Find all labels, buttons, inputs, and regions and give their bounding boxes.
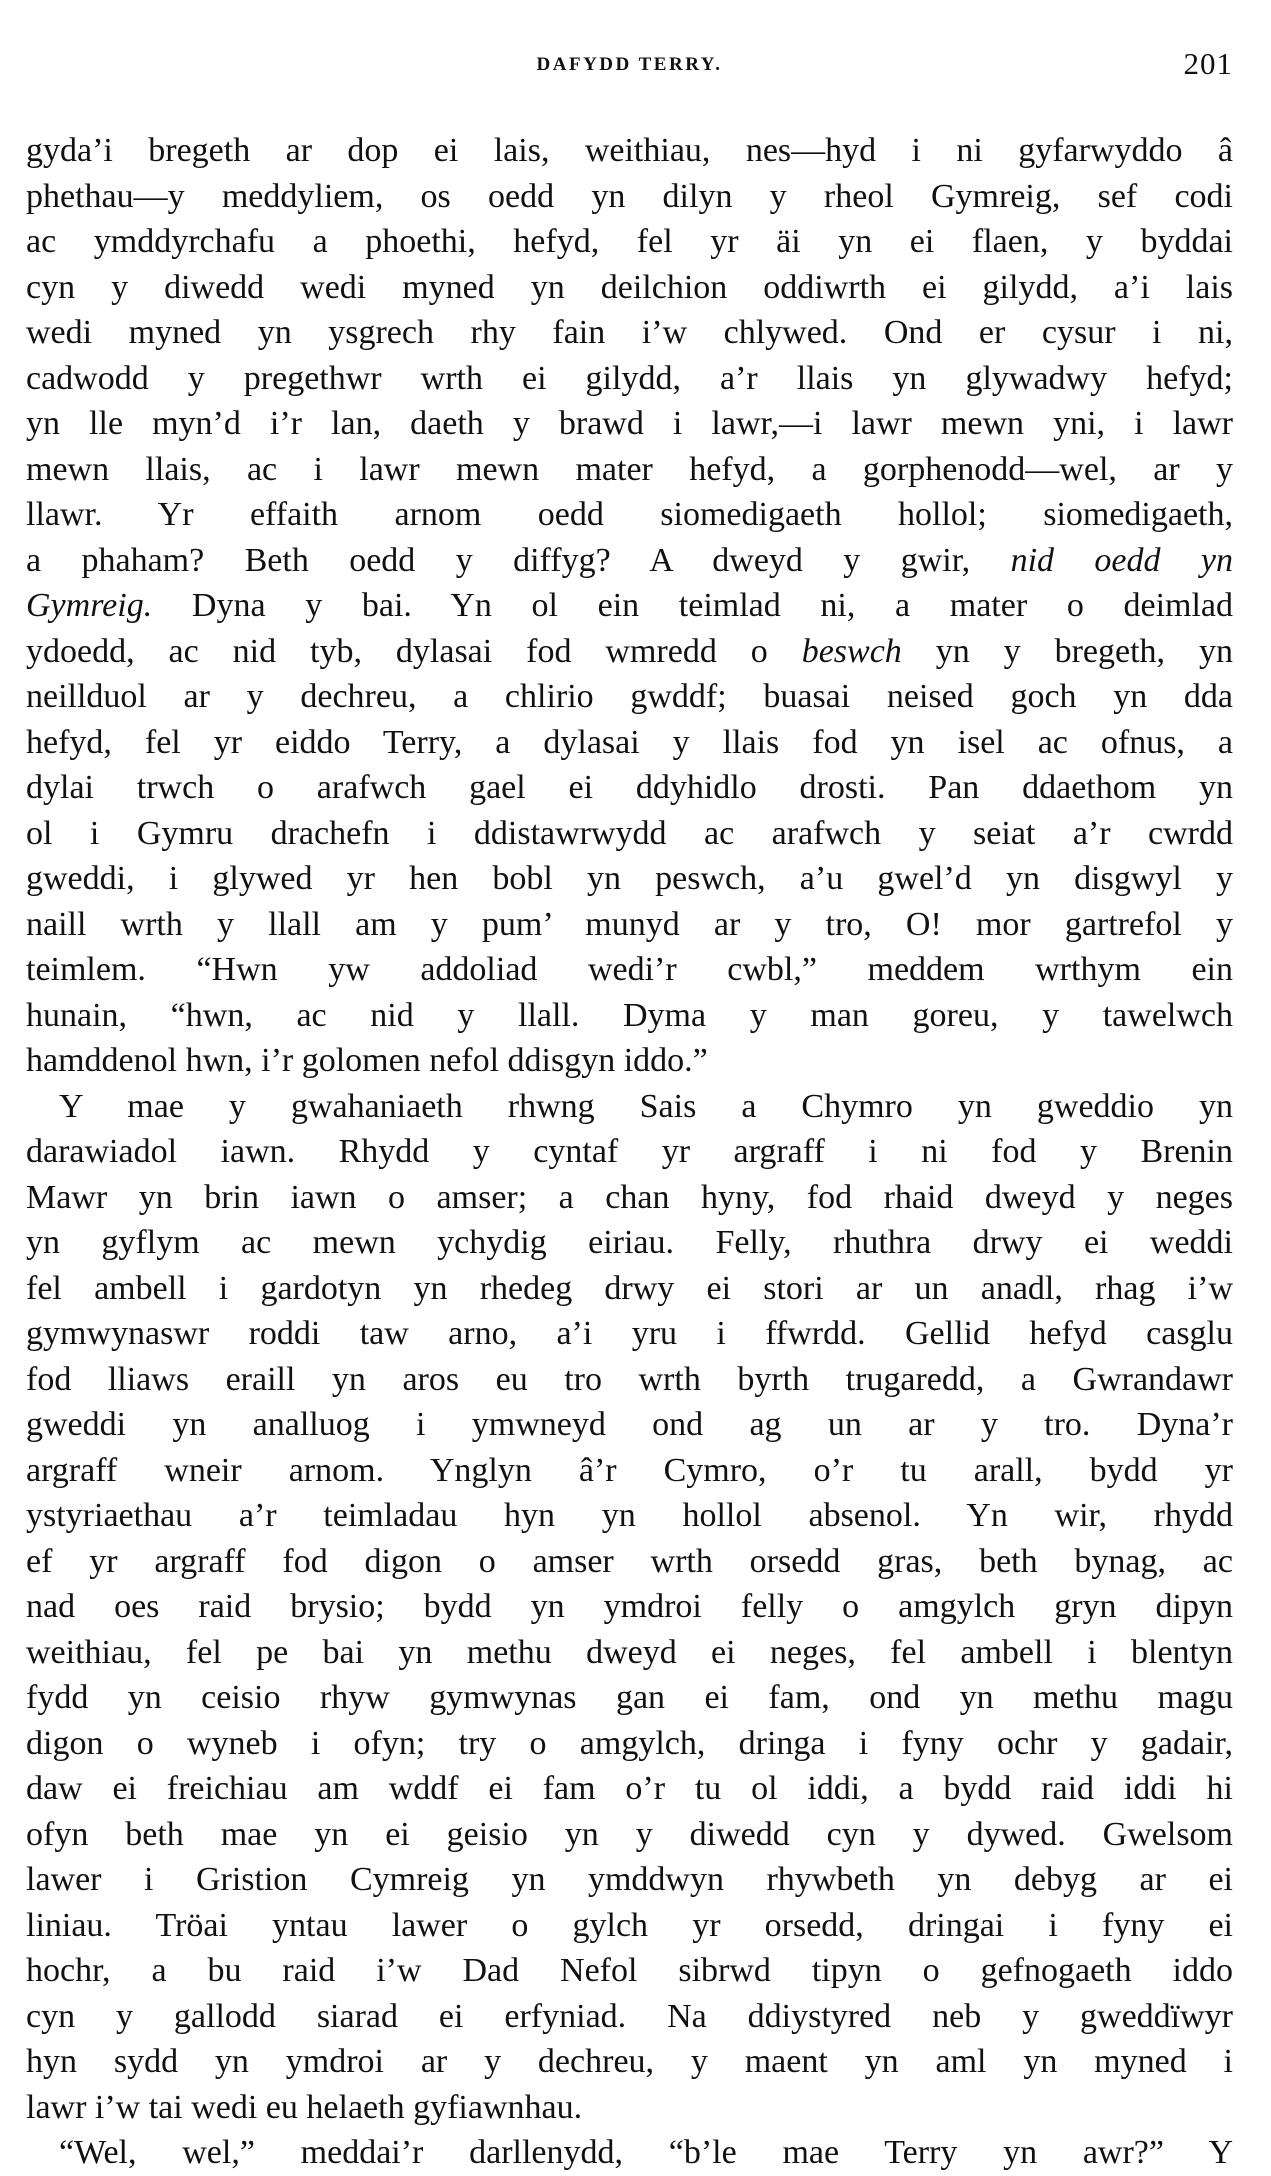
- text-line: hyn sydd yn ymdroi ar y dechreu, y maent yn aml yn myned i: [26, 2043, 1233, 2080]
- text-line: lawer i Gristion Cymreig yn ymddwyn rhywbeth yn debyg ar ei: [26, 1861, 1233, 1898]
- text-line: gymwynaswr roddi taw arno, a’i yru i ffwrdd. Gellid hefyd casglu: [26, 1315, 1233, 1352]
- text-line: “Wel, wel,” meddai’r darllenydd, “b’le mae Terry yn awr?” Y: [59, 2134, 1233, 2171]
- text-line: hamddenol hwn, i’r golomen nefol ddisgyn iddo.”: [26, 1042, 708, 1079]
- text-run: a phaham? Beth oedd y diffyg? A dweyd y gwir,: [26, 541, 971, 579]
- text-line: dylai trwch o arafwch gael ei ddyhidlo drosti. Pan ddaethom yn: [26, 769, 1233, 806]
- text-line: ofyn beth mae yn ei geisio yn y diwedd cyn y dywed. Gwelsom: [26, 1815, 1233, 1853]
- text-line: cyn y gallodd siarad ei erfyniad. Na ddiystyred neb y gweddïwyr: [26, 1997, 1233, 2035]
- text-line: lawr i’w tai wedi eu helaeth gyfiawnhau.: [26, 2088, 583, 2126]
- text-line: hefyd, fel yr eiddo Terry, a dylasai y llais fod yn isel ac ofnus, a: [26, 723, 1233, 761]
- text-line: phethau—y meddyliem, os oedd yn dilyn y rheol Gymreig, sef codi: [26, 177, 1233, 215]
- text-line: hochr, a bu raid i’w Dad Nefol sibrwd tipyn o gefnogaeth iddo: [26, 1952, 1233, 1989]
- running-title: DAFYDD TERRY.: [536, 54, 723, 75]
- text-line: Mawr yn brin iawn o amser; a chan hyny, fod rhaid dweyd y neges: [26, 1178, 1233, 1216]
- text-line: ystyriaethau a’r teimladau hyn yn hollol absenol. Yn wir, rhydd: [26, 1497, 1233, 1534]
- text-line: gweddi yn analluog i ymwneyd ond ag un ar y tro. Dyna’r: [26, 1406, 1233, 1443]
- text-line: cyn y diwedd wedi myned yn deilchion oddiwrth ei gilydd, a’i lais: [26, 268, 1233, 306]
- text-line-mixed: [26, 538, 1233, 584]
- text-line: daw ei freichiau am wddf ei fam o’r tu ol iddi, a bydd raid iddi hi: [26, 1770, 1233, 1807]
- italic-run: Gymreig.: [26, 587, 153, 624]
- text-line: naill wrth y llall am y pum’ munyd ar y tro, O! mor gartrefol y: [26, 905, 1233, 943]
- text-line: ol i Gymru drachefn i ddistawrwydd ac arafwch y seiat a’r cwrdd: [26, 814, 1233, 852]
- text-line: ac ymddyrchafu a phoethi, hefyd, fel yr äi yn ei flaen, y byddai: [26, 223, 1233, 260]
- text-line: fod lliaws eraill yn aros eu tro wrth byrth trugaredd, a Gwrandawr: [26, 1360, 1233, 1398]
- text-line: digon o wyneb i ofyn; try o amgylch, dringa i fyny ochr y gadair,: [26, 1724, 1233, 1762]
- text-line: mewn llais, ac i lawr mewn mater hefyd, a gorphenodd—wel, ar y: [26, 450, 1233, 488]
- text-line: liniau. Tröai yntau lawer o gylch yr orsedd, dringai i fyny ei: [26, 1906, 1233, 1944]
- text-line: weithiau, fel pe bai yn methu dweyd ei neges, fel ambell i blentyn: [26, 1633, 1233, 1671]
- text-line: gweddi, i glywed yr hen bobl yn peswch, a’u gwel’d yn disgwyl y: [26, 860, 1233, 897]
- text-line: darawiadol iawn. Rhydd y cyntaf yr argraff i ni fod y Brenin: [26, 1133, 1233, 1170]
- text-line: teimlem. “Hwn yw addoliad wedi’r cwbl,” meddem wrthym ein: [26, 951, 1233, 988]
- text-line: Y mae y gwahaniaeth rhwng Sais a Chymro yn gweddio yn: [59, 1087, 1233, 1125]
- page-number: 201: [1183, 46, 1233, 81]
- text-line-mixed: [26, 629, 1233, 675]
- text-line: yn lle myn’d i’r lan, daeth y brawd i lawr,—i lawr mewn yni, i lawr: [26, 405, 1233, 442]
- text-line: gyda’i bregeth ar dop ei lais, weithiau, nes—hyd i ni gyfarwyddo â: [26, 132, 1233, 169]
- body-text: [26, 128, 1233, 2176]
- text-run: yn y bregeth, yn: [935, 632, 1233, 670]
- text-line: neillduol ar y dechreu, a chlirio gwddf; buasai neised goch yn dda: [26, 678, 1233, 715]
- text-line: ef yr argraff fod digon o amser wrth orsedd gras, beth bynag, ac: [26, 1542, 1233, 1580]
- text-line: argraff wneir arnom. Ynglyn â’r Cymro, o’r tu arall, bydd yr: [26, 1451, 1233, 1489]
- italic-run: beswch: [801, 632, 902, 670]
- text-line: fydd yn ceisio rhyw gymwynas gan ei fam, ond yn methu magu: [26, 1679, 1233, 1716]
- text-line: llawr. Yr effaith arnom oedd siomedigaeth hollol; siomedigaeth,: [26, 496, 1233, 533]
- text-line: nad oes raid brysio; bydd yn ymdroi felly o amgylch gryn dipyn: [26, 1588, 1233, 1625]
- text-run: Dyna y bai. Yn ol ein teimlad ni, a mater o deimlad: [191, 587, 1234, 624]
- text-run: ydoedd, ac nid tyb, dylasai fod wmredd o: [26, 632, 768, 670]
- running-header: [26, 44, 1233, 84]
- text-line: cadwodd y pregethwr wrth ei gilydd, a’r llais yn glywadwy hefyd;: [26, 359, 1233, 397]
- text-line: wedi myned yn ysgrech rhy fain i’w chlywed. Ond er cysur i ni,: [26, 314, 1233, 351]
- text-line: hunain, “hwn, ac nid y llall. Dyma y man goreu, y tawelwch: [26, 996, 1233, 1034]
- italic-run: nid oedd yn: [1010, 541, 1234, 579]
- text-line-mixed: [26, 583, 1233, 629]
- text-line: yn gyflym ac mewn ychydig eiriau. Felly, rhuthra drwy ei weddi: [26, 1224, 1233, 1261]
- text-line: fel ambell i gardotyn yn rhedeg drwy ei stori ar un anadl, rhag i’w: [26, 1269, 1233, 1307]
